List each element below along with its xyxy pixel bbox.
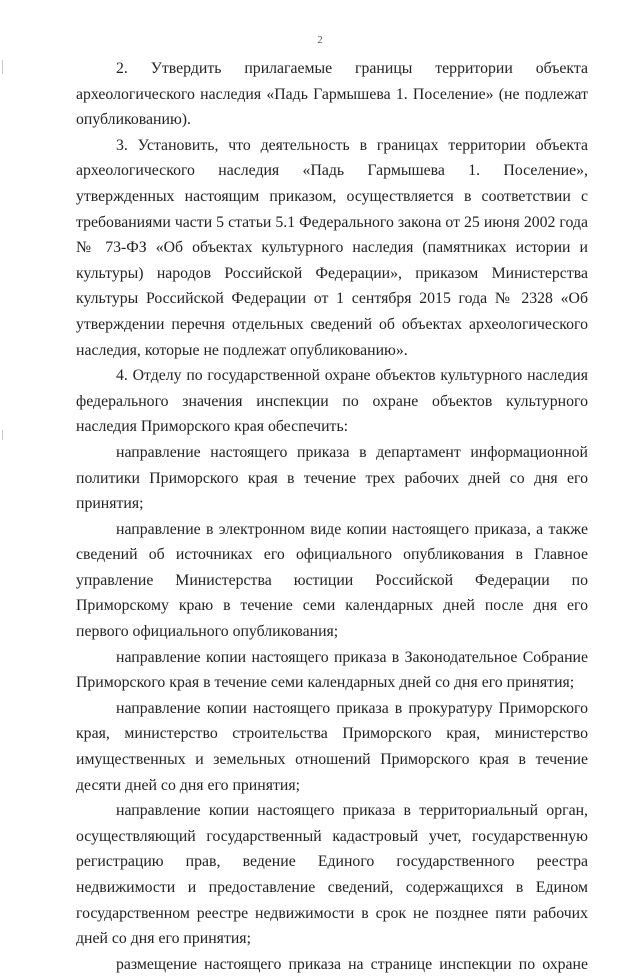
paragraph-subitem: направление настоящего приказа в департамент информационной политики Приморского края в течение трех рабочих дней со дня его принятия; <box>76 443 588 513</box>
paragraph-item-4: 4. Отделу по государственной охране объектов культурного наследия федерального значения инспекции по охране объектов культурного наследия Приморского края обеспечить: <box>76 367 588 436</box>
paragraph-subitem: направление копии настоящего приказа в территориальный орган, осуществляющий государственный кадастровый учет, государственную регистрацию прав, ведение Единого государственного реестра недвижимости и предоставление сведений, содержащихся в Едином государственном реестре недвижимости в срок не позднее пяти рабочих дней со дня его принятия; <box>76 802 588 948</box>
paragraph-item-3: 3. Установить, что деятельность в границах территории объекта археологического наследия «Падь Гармышева 1. Поселение», утвержденных настоящим приказом, осуществляется в соответствии с требованиями части 5 статьи 5.1 Федерального закона от 25 июня 2002 года № 73-ФЗ «Об объектах культурного наследия (памятниках истории и культуры) народов Российской Федерации», приказом Министерства культуры Российской Федерации от 1 сентября 2015 года № 2328 «Об утверждении перечня отдельных сведений об объектах археологического наследия, которые не подлежат опубликованию». <box>76 136 588 359</box>
scan-edge-mark <box>2 60 3 74</box>
page-number: 2 <box>317 34 323 46</box>
paragraph-subitem: направление копии настоящего приказа в прокуратуру Приморского края, министерство строительства Приморского края, министерство имущественных и земельных отношений Приморского края в течение десяти дней со дня его принятия; <box>76 699 588 794</box>
paragraph-subitem: направление копии настоящего приказа в Законодательное Собрание Приморского края в течение семи календарных дней со дня его принятия; <box>76 648 588 692</box>
paragraph-subitem-continued: размещение настоящего приказа на странице инспекции по охране <box>116 955 588 973</box>
document-body <box>76 56 588 977</box>
paragraph-item-2: 2. Утвердить прилагаемые границы территории объекта археологического наследия «Падь Гармышева 1. Поселение» (не подлежат опубликованию). <box>76 60 588 129</box>
paragraph-subitem: направление в электронном виде копии настоящего приказа, а также сведений об источниках его официального опубликования в Главное управление Министерства юстиции Российской Федерации по Приморскому краю в течение семи календарных дней после дня его первого официального опубликования; <box>76 520 588 641</box>
scan-edge-mark <box>2 430 3 440</box>
